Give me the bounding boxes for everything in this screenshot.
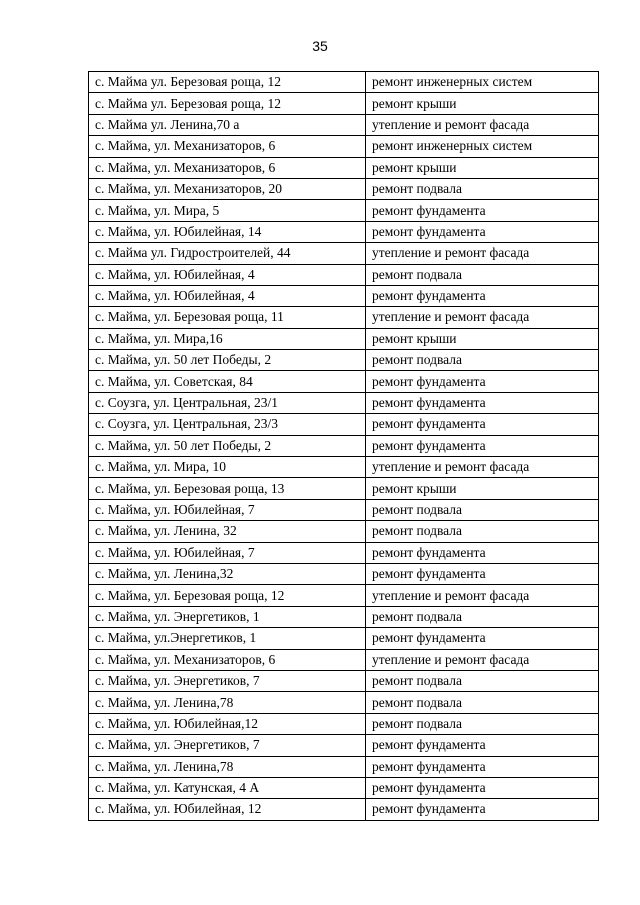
work-type-cell: ремонт фундамента [366, 435, 599, 456]
work-type-cell: ремонт фундамента [366, 221, 599, 242]
address-cell: с. Майма, ул. Юбилейная, 14 [89, 221, 366, 242]
work-type-cell: ремонт крыши [366, 478, 599, 499]
address-cell: с. Майма, ул. Ленина, 32 [89, 521, 366, 542]
table-row [89, 692, 599, 713]
table-row [89, 414, 599, 435]
address-cell: с. Майма, ул.Энергетиков, 1 [89, 628, 366, 649]
address-cell: с. Майма, ул. Энергетиков, 1 [89, 606, 366, 627]
address-cell: с. Майма, ул. Березовая роща, 13 [89, 478, 366, 499]
table-row [89, 542, 599, 563]
address-cell: с. Майма, ул. Мира,16 [89, 328, 366, 349]
table-row [89, 93, 599, 114]
table-row [89, 756, 599, 777]
address-cell: с. Майма, ул. Юбилейная, 7 [89, 542, 366, 563]
address-cell: с. Майма, ул. Механизаторов, 20 [89, 178, 366, 199]
address-cell: с. Майма ул. Березовая роща, 12 [89, 93, 366, 114]
work-type-cell: ремонт фундамента [366, 628, 599, 649]
address-cell: с. Майма, ул. Юбилейная, 12 [89, 799, 366, 820]
table-row [89, 221, 599, 242]
work-type-cell: ремонт подвала [366, 713, 599, 734]
table-row [89, 200, 599, 221]
table-row [89, 670, 599, 691]
work-type-cell: ремонт фундамента [366, 200, 599, 221]
address-cell: с. Майма, ул. Советская, 84 [89, 371, 366, 392]
table-row [89, 628, 599, 649]
table-row [89, 478, 599, 499]
address-cell: с. Майма, ул. Катунская, 4 А [89, 777, 366, 798]
address-cell: с. Майма, ул. Механизаторов, 6 [89, 649, 366, 670]
work-type-cell: ремонт подвала [366, 670, 599, 691]
table-row [89, 713, 599, 734]
table-row [89, 350, 599, 371]
work-type-cell: ремонт фундамента [366, 563, 599, 584]
table-row [89, 157, 599, 178]
work-type-cell: ремонт фундамента [366, 777, 599, 798]
table-row [89, 285, 599, 306]
table-row [89, 777, 599, 798]
address-cell: с. Соузга, ул. Центральная, 23/3 [89, 414, 366, 435]
work-type-cell: ремонт фундамента [366, 756, 599, 777]
work-type-cell: ремонт крыши [366, 93, 599, 114]
address-cell: с. Майма, ул. Ленина,78 [89, 756, 366, 777]
address-cell: с. Майма ул. Ленина,70 а [89, 114, 366, 135]
address-cell: с. Майма ул. Гидростроителей, 44 [89, 243, 366, 264]
work-type-cell: ремонт подвала [366, 350, 599, 371]
work-type-cell: ремонт фундамента [366, 414, 599, 435]
work-type-cell: ремонт фундамента [366, 542, 599, 563]
work-type-cell: ремонт фундамента [366, 285, 599, 306]
table-row [89, 243, 599, 264]
work-type-cell: утепление и ремонт фасада [366, 457, 599, 478]
work-type-cell: ремонт крыши [366, 157, 599, 178]
table-row [89, 606, 599, 627]
work-type-cell: ремонт инженерных систем [366, 72, 599, 93]
address-cell: с. Майма, ул. Механизаторов, 6 [89, 157, 366, 178]
table-row [89, 328, 599, 349]
address-cell: с. Майма, ул. Ленина,32 [89, 563, 366, 584]
repair-works-table [88, 71, 599, 821]
work-type-cell: ремонт крыши [366, 328, 599, 349]
address-cell: с. Майма, ул. Березовая роща, 12 [89, 585, 366, 606]
table-row [89, 735, 599, 756]
work-type-cell: ремонт подвала [366, 692, 599, 713]
address-cell: с. Майма, ул. Юбилейная, 4 [89, 264, 366, 285]
address-cell: с. Майма, ул. Юбилейная,12 [89, 713, 366, 734]
table-row [89, 585, 599, 606]
table-row [89, 264, 599, 285]
address-cell: с. Майма, ул. Ленина,78 [89, 692, 366, 713]
work-type-cell: ремонт фундамента [366, 371, 599, 392]
table-body [89, 72, 599, 821]
work-type-cell: утепление и ремонт фасада [366, 114, 599, 135]
table-row [89, 307, 599, 328]
work-type-cell: ремонт подвала [366, 606, 599, 627]
address-cell: с. Майма, ул. Мира, 10 [89, 457, 366, 478]
table-row [89, 392, 599, 413]
table-row [89, 499, 599, 520]
address-cell: с. Майма, ул. Березовая роща, 11 [89, 307, 366, 328]
page-number: 35 [312, 38, 328, 54]
table-row [89, 371, 599, 392]
address-cell: с. Майма, ул. Энергетиков, 7 [89, 735, 366, 756]
table-row [89, 457, 599, 478]
address-cell: с. Майма, ул. Юбилейная, 4 [89, 285, 366, 306]
address-cell: с. Майма ул. Березовая роща, 12 [89, 72, 366, 93]
work-type-cell: утепление и ремонт фасада [366, 649, 599, 670]
work-type-cell: ремонт фундамента [366, 735, 599, 756]
table-row [89, 72, 599, 93]
table-row [89, 136, 599, 157]
work-type-cell: утепление и ремонт фасада [366, 307, 599, 328]
address-cell: с. Соузга, ул. Центральная, 23/1 [89, 392, 366, 413]
work-type-cell: ремонт подвала [366, 264, 599, 285]
work-type-cell: утепление и ремонт фасада [366, 243, 599, 264]
table-row [89, 114, 599, 135]
table-row [89, 521, 599, 542]
work-type-cell: ремонт инженерных систем [366, 136, 599, 157]
work-type-cell: ремонт подвала [366, 499, 599, 520]
address-cell: с. Майма, ул. Энергетиков, 7 [89, 670, 366, 691]
address-cell: с. Майма, ул. 50 лет Победы, 2 [89, 350, 366, 371]
table-row [89, 799, 599, 820]
table-row [89, 649, 599, 670]
work-type-cell: ремонт подвала [366, 521, 599, 542]
address-cell: с. Майма, ул. 50 лет Победы, 2 [89, 435, 366, 456]
work-type-cell: ремонт подвала [366, 178, 599, 199]
work-type-cell: ремонт фундамента [366, 799, 599, 820]
table-row [89, 563, 599, 584]
work-type-cell: утепление и ремонт фасада [366, 585, 599, 606]
table-row [89, 178, 599, 199]
address-cell: с. Майма, ул. Мира, 5 [89, 200, 366, 221]
address-cell: с. Майма, ул. Механизаторов, 6 [89, 136, 366, 157]
table-row [89, 435, 599, 456]
work-type-cell: ремонт фундамента [366, 392, 599, 413]
address-cell: с. Майма, ул. Юбилейная, 7 [89, 499, 366, 520]
